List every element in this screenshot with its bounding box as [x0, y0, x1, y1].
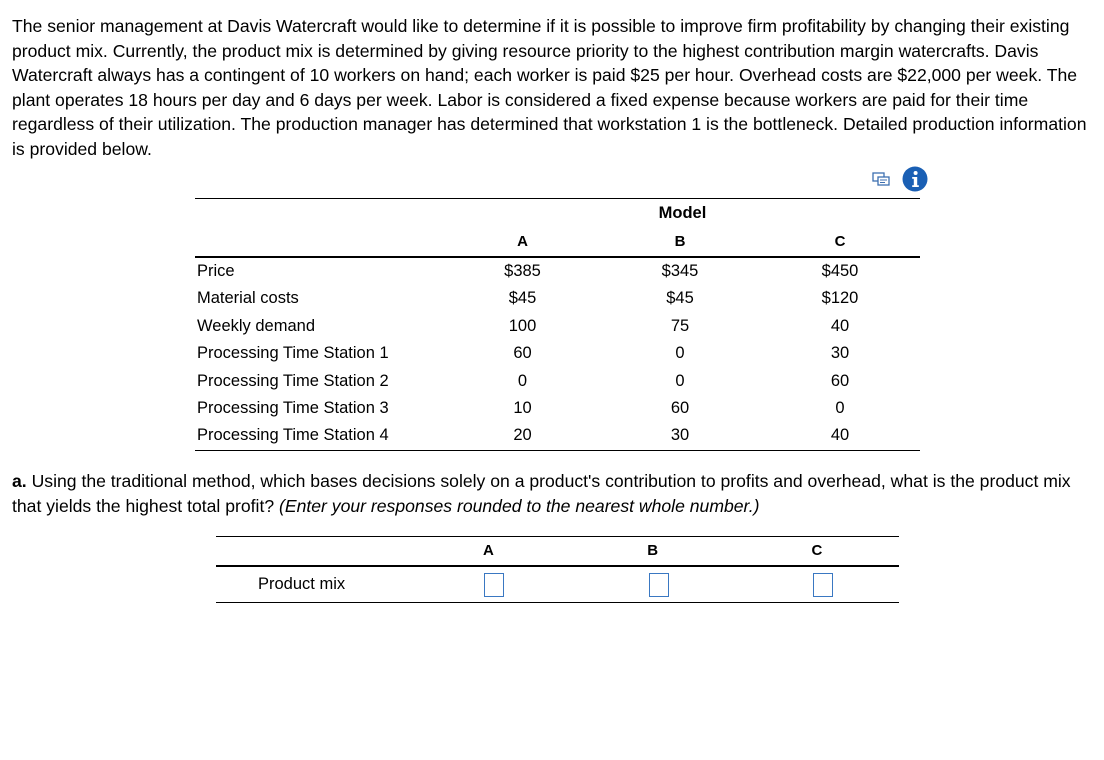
table-cell: 40: [760, 422, 920, 450]
table-row: [195, 313, 920, 340]
product-mix-c-input[interactable]: [813, 573, 833, 597]
product-mix-a-input[interactable]: [484, 573, 504, 597]
table-row: [195, 395, 920, 422]
table-cell: $45: [508, 289, 537, 308]
table-cell: $345: [661, 262, 699, 280]
table-cell: 0: [835, 399, 845, 418]
toolbar-icons: [870, 166, 928, 192]
empty-header-cell: [195, 228, 445, 257]
question-label: a.: [12, 471, 27, 491]
empty-header-cell: [195, 199, 445, 229]
table-cell: 0: [675, 344, 685, 363]
question-a: [12, 469, 1102, 518]
row-label: Processing Time Station 2: [197, 371, 389, 390]
table-row: [195, 422, 920, 450]
answer-header-row: [216, 537, 899, 567]
column-header-c: C: [760, 228, 920, 257]
question-text: Using the traditional method, which bases decisions solely on a product's contribution to profits and overhead, what is the product mix that yields the highest total profit?: [12, 471, 1071, 516]
question-instruction: (Enter your responses rounded to the nearest whole number.): [279, 495, 760, 516]
column-header-b: B: [600, 228, 760, 257]
intro-paragraph: The senior management at Davis Watercraft would like to determine if it is possible to improve firm profitability by changing their existing product mix. Currently, the product mix is determined by giving resource priority to the highest contribution margin watercrafts. Davis Watercraft always has a contingent of 10 workers on hand; each worker is paid $25 per hour. Overhead costs are $22,000 per week. The plant operates 18 hours per day and 6 days per week. Labor is considered a fixed expense because workers are paid for their time regardless of their utilization. The production manager has determined that workstation 1 is the bottleneck. Detailed production information is provided below.: [12, 16, 1087, 159]
production-data-table: [195, 198, 920, 451]
table-cell: $120: [821, 289, 859, 308]
table-row: [195, 340, 920, 367]
table-cell: 30: [600, 422, 760, 450]
product-mix-label: Product mix: [216, 566, 406, 603]
column-header-a: A: [445, 228, 600, 257]
row-label: Processing Time Station 3: [197, 399, 389, 418]
row-label: Material costs: [197, 289, 299, 308]
product-mix-b-input[interactable]: [649, 573, 669, 597]
table-cell: 30: [830, 344, 850, 363]
copy-data-icon[interactable]: [870, 168, 892, 190]
table-cell: 60: [830, 371, 850, 390]
table-cell: 75: [670, 316, 690, 335]
row-label: Weekly demand: [197, 316, 316, 335]
table-cell: $45: [666, 289, 694, 308]
answer-column-header-a: A: [406, 537, 570, 567]
answer-cell-b: [571, 566, 735, 603]
answer-row: [216, 566, 899, 603]
table-cell: 40: [830, 316, 850, 335]
empty-header-cell: [216, 537, 406, 567]
answer-cell-c: [735, 566, 899, 603]
table-row: [195, 368, 920, 395]
answer-cell-a: [406, 566, 570, 603]
table-cell: 0: [675, 371, 685, 390]
table-cell: 20: [445, 422, 600, 450]
table-row: [195, 285, 920, 312]
answer-column-header-b: B: [571, 537, 735, 567]
model-group-header: Model: [445, 199, 920, 229]
row-label: Processing Time Station 4: [195, 422, 445, 450]
answer-table: [216, 536, 899, 603]
table-row: [195, 257, 920, 285]
table-cell: 60: [513, 344, 532, 363]
row-label: Price: [197, 262, 235, 280]
info-icon[interactable]: [902, 166, 928, 192]
table-cell: 100: [508, 316, 537, 335]
model-header-row: [195, 199, 920, 229]
column-header-row: [195, 228, 920, 257]
table-cell: $385: [504, 262, 541, 280]
row-label: Processing Time Station 1: [197, 344, 389, 363]
table-cell: 10: [513, 399, 532, 418]
table-cell: $450: [821, 262, 859, 280]
answer-column-header-c: C: [735, 537, 899, 567]
table-cell: 60: [670, 399, 690, 418]
table-cell: 0: [517, 371, 528, 390]
